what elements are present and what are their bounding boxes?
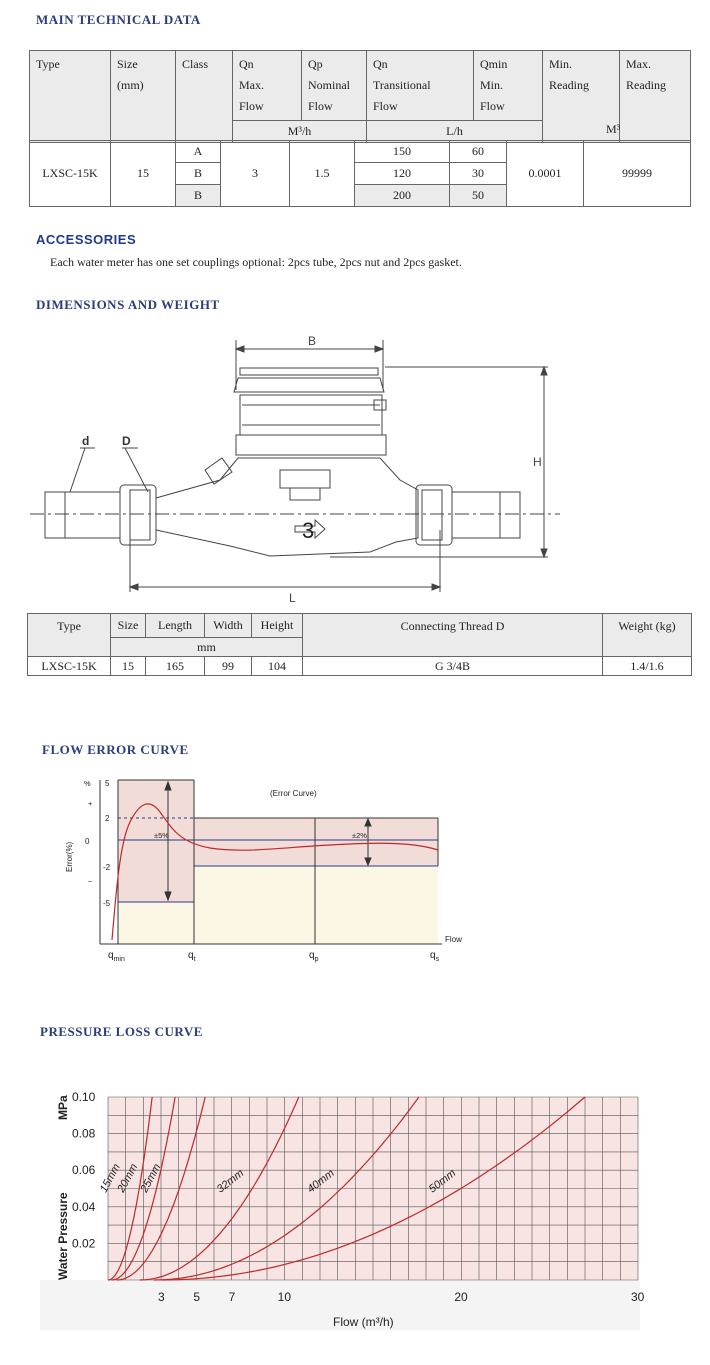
section-title-dimensions: DIMENSIONS AND WEIGHT [36,297,220,312]
y-tick-label: 0.06 [72,1163,96,1178]
label-d-small: d [82,434,90,448]
label-meter-number: 3 [302,518,315,543]
pressure-y-unit: MPa [56,1095,70,1120]
x-tick-qmin: $q_{min}$ [108,950,125,963]
x-tick-qp: $q_p$ [309,950,319,963]
section-title-main-tech: MAIN TECHNICAL DATA [36,12,201,27]
th-min-reading: Min. [549,57,573,71]
th-qn: Qn [239,57,254,71]
cell-qmin-1: 30 [472,166,484,180]
accessories-text: Each water meter has one set couplings optional: 2pcs tube, 2pcs nut and 2pcs gasket. [50,255,462,269]
dim-th-length: Length [158,618,192,632]
x-tick-label: 30 [631,1290,645,1304]
pressure-x-label: Flow (m³/h) [333,1315,394,1329]
unit-m3: M³ [606,122,621,136]
th-max-reading: Max. [626,57,651,71]
error-y-label: Error(%) [65,841,74,872]
cell-qp: 1.5 [314,166,330,180]
x-tick-label: 7 [228,1290,236,1304]
cell-class-a: A [193,144,203,158]
th-size-unit: (mm) [117,78,144,92]
dim-th-width: Width [213,618,243,632]
y-tick-label: 0.10 [72,1090,96,1104]
label-d-big: D [122,434,131,448]
th-qmin: Qmin [480,57,508,71]
cell-max-reading: 99999 [622,166,652,180]
th-qt: Qn [373,57,388,71]
th-qn-3: Flow [239,99,264,113]
series-label-40mm: 40mm [305,1167,337,1196]
y-tick-neg2: -2 [103,863,111,872]
cell-size: 15 [137,166,149,180]
pressure-loss-chart [40,1052,680,1342]
technical-data-table [29,50,691,143]
label-l: L [289,591,296,605]
band-low-label: ±5% [154,831,169,840]
series-label-25mm: 25mm [138,1161,164,1195]
error-x-label: Flow [445,935,462,944]
th-qmin-3: Flow [480,99,505,113]
band-high-label: ±2% [352,831,367,840]
cell-qt-1: 120 [393,166,411,180]
dim-cell-height: 104 [268,659,286,673]
section-title-pressure-loss: PRESSURE LOSS CURVE [40,1024,203,1039]
th-type: Type [36,57,60,71]
cell-qmin-0: 60 [472,144,484,158]
meter-drawing [0,320,710,620]
th-qp-2: Nominal [308,78,350,92]
y-pct-label: % [84,779,91,788]
y-tick-neg5: -5 [103,899,111,908]
th-qp: Qp [308,57,323,71]
dim-cell-length: 165 [166,659,184,673]
th-qt-2: Transitional [373,78,431,92]
dim-th-size: Size [117,618,139,632]
th-class: Class [182,57,209,71]
x-tick-label: 3 [158,1290,165,1304]
band-high [194,818,438,866]
dimensions-table [27,613,692,676]
dim-th-type: Type [57,619,81,633]
series-label-50mm: 50mm [426,1167,459,1196]
x-tick-label: 10 [277,1290,292,1304]
label-h: H [533,455,542,469]
dim-cell-thread: G 3/4B [434,659,470,673]
dim-cell-type: LXSC-15K [41,659,97,673]
section-title-accessories: ACCESSORIES [36,232,137,247]
dim-th-weight: Weight (kg) [618,619,676,633]
x-tick-label: 20 [454,1290,468,1304]
y-tick-2: 2 [105,814,110,823]
cell-type: LXSC-15K [42,166,98,180]
unit-m3h: M³/h [287,124,312,138]
dim-cell-size: 15 [122,659,134,673]
th-qmin-2: Min. [480,78,504,92]
dim-cell-width: 99 [222,659,234,673]
x-tick-qs: $q_s$ [430,950,440,963]
cell-class-b2: B [193,188,202,202]
series-label-20mm: 20mm [115,1161,141,1195]
cell-min-reading: 0.0001 [528,166,562,180]
cell-qn: 3 [252,166,258,180]
error-curve-title: (Error Curve) [270,789,317,798]
y-tick-label: 0.04 [72,1199,96,1214]
flow-error-chart [50,772,470,972]
th-qt-3: Flow [373,99,398,113]
unit-lh: L/h [446,124,463,138]
cell-class-b1: B [193,166,202,180]
dim-th-thread: Connecting Thread D [400,619,505,633]
th-max-reading-2: Reading [626,78,666,92]
th-qn-2: Max. [239,78,264,92]
th-size: Size [117,57,138,71]
th-min-reading-2: Reading [549,78,589,92]
dim-th-height: Height [260,618,294,632]
th-qp-3: Flow [308,99,333,113]
cell-qt-0: 150 [393,144,411,158]
band-low [118,780,194,902]
pressure-y-label: Water Pressure [56,1192,70,1280]
cell-qmin-2: 50 [472,188,484,202]
y-tick-0: 0 [85,837,90,846]
dim-th-unit: mm [197,640,216,654]
x-tick-label: 5 [193,1290,201,1304]
y-minus-label: − [88,877,93,886]
y-tick-label: 0.08 [72,1126,96,1141]
section-title-flow-error: FLOW ERROR CURVE [42,742,189,757]
y-tick-5: 5 [105,779,110,788]
dim-cell-weight: 1.4/1.6 [630,659,664,673]
x-tick-qt: $q_t$ [188,950,196,963]
series-label-32mm: 32mm [214,1167,247,1196]
cell-qt-2: 200 [393,188,411,202]
y-tick-label: 0.02 [72,1236,96,1251]
y-plus-label: + [88,799,93,808]
technical-data-body [29,140,691,207]
label-b: B [308,334,317,348]
series-label-15mm: 15mm [97,1161,123,1195]
